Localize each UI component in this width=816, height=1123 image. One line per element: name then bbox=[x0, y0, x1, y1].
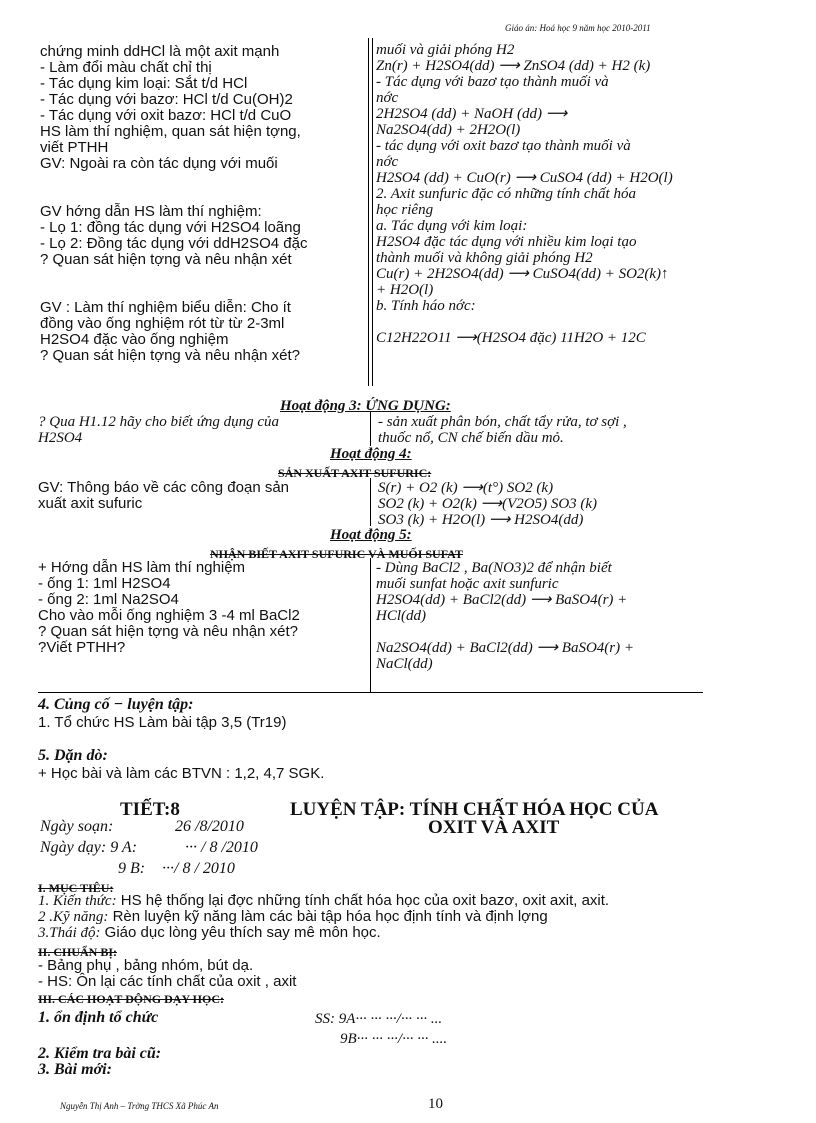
objective-item bbox=[38, 925, 609, 941]
act5-left-line: ?Viết PTHH? bbox=[38, 639, 126, 656]
act4-right-line: SO3 (k) + H2O(l) ⟶ H2SO4(dd) bbox=[378, 512, 584, 528]
act2-right-line: Zn(r) + H2SO4(dd) ⟶ ZnSO4 (dd) + H2 (k) bbox=[376, 58, 651, 74]
act4-heading: Hoạt động 4: bbox=[330, 446, 412, 462]
review-heading: 2. Kiểm tra bài cũ: bbox=[38, 1045, 162, 1062]
act2-left-line bbox=[40, 188, 365, 204]
act2-right-line: b. Tính háo nớc: bbox=[376, 298, 476, 314]
act2-right-line: học riêng bbox=[376, 202, 434, 218]
act5-left-line: + Hớng dẫn HS làm thí nghiệm bbox=[38, 559, 246, 576]
act2-right-line: C12H22O11 ⟶(H2SO4 đặc) 11H2O + 12C bbox=[376, 330, 646, 346]
act2-left-line: - Tác dụng với oxit bazơ: HCl t/d CuO bbox=[40, 107, 292, 124]
prep-item: - HS: Ôn lại các tính chất của oxit , axit bbox=[38, 973, 297, 990]
act5-right-line bbox=[376, 624, 634, 640]
ss-9b: 9B··· ··· ···/··· ··· .... bbox=[340, 1031, 448, 1047]
act5-left-line: ? Quan sát hiện tợng và nêu nhận xét? bbox=[38, 623, 299, 640]
act2-right-line: H2SO4 đặc tác dụng với nhiều kim loại tạo bbox=[376, 234, 637, 250]
objective-label: 3.Thái độ: bbox=[38, 925, 101, 941]
prep-item: - Bảng phụ , bảng nhóm, bút dạ. bbox=[38, 957, 254, 974]
act5-right-line: - Dùng BaCl2 , Ba(NO3)2 để nhận biết bbox=[376, 560, 612, 576]
footer-author: Nguyễn Thị Anh – Trờng THCS Xã Phúc An bbox=[60, 1101, 219, 1111]
act4-left-line: GV: Thông báo về các công đoạn sản bbox=[38, 479, 290, 496]
page-number: 10 bbox=[428, 1096, 443, 1112]
teach-date-9a: ··· / 8 /2010 bbox=[185, 839, 258, 856]
act3-heading: Hoạt động 3: ỨNG DỤNG: bbox=[280, 398, 451, 414]
objective-text: Rèn luyện kỹ năng làm các bài tập hóa học định tính và định lợng bbox=[108, 908, 548, 925]
act2-left-line bbox=[40, 284, 365, 300]
act5-right-line: Na2SO4(dd) + BaCl2(dd) ⟶ BaSO4(r) + bbox=[376, 640, 634, 656]
act2-left-line: - Làm đổi màu chất chỉ thị bbox=[40, 59, 212, 76]
act2-left-line: - Lọ 2: Đồng tác dụng với ddH2SO4 đặc bbox=[40, 235, 308, 252]
act5-right bbox=[376, 560, 634, 672]
teach-date-9b: ···/ 8 / 2010 bbox=[162, 860, 235, 877]
act2-left-line: H2SO4 đặc vào ống nghiệm bbox=[40, 331, 229, 348]
act5-right-line: NaCl(dd) bbox=[376, 656, 433, 672]
table-divider bbox=[368, 38, 369, 386]
objective-label: 2 .Kỹ năng: bbox=[38, 909, 109, 925]
act2-left-line: chứng minh ddHCl là một axit mạnh bbox=[40, 43, 280, 60]
act2-right-line: H2SO4 (dd) + CuO(r) ⟶ CuSO4 (dd) + H2O(l) bbox=[376, 170, 673, 186]
act2-right bbox=[376, 42, 716, 346]
act2-left bbox=[40, 44, 365, 364]
act2-right-line: - Tác dụng với bazơ tạo thành muối và bbox=[376, 74, 609, 90]
homework-heading: 5. Dặn dò: bbox=[38, 747, 108, 764]
ss-9a: SS: 9A··· ··· ···/··· ··· ... bbox=[315, 1011, 443, 1027]
act2-left-line bbox=[40, 268, 365, 284]
act2-left-line: - Tác dụng kim loại: Sắt t/d HCl bbox=[40, 75, 248, 92]
consolidate-heading: 4. Củng cố − luyện tập: bbox=[38, 696, 194, 713]
act3-left bbox=[38, 414, 279, 446]
act2-left-line: - Tác dụng với bazơ: HCl t/d Cu(OH)2 bbox=[40, 91, 293, 108]
act2-right-line: nớc bbox=[376, 90, 399, 106]
act2-left-line: ? Quan sát hiện tợng và nêu nhận xét? bbox=[40, 347, 301, 364]
lesson-number: TIẾT:8 bbox=[120, 799, 180, 820]
prep-list bbox=[38, 958, 296, 990]
prep-date-label: Ngày soạn: bbox=[40, 818, 114, 835]
act3-left-line: H2SO4 bbox=[38, 430, 83, 446]
lesson-title-2: OXIT VÀ AXIT bbox=[428, 817, 560, 838]
table-divider bbox=[372, 38, 373, 386]
activities-heading: III. CÁC HOẠT ĐỘNG DẠY HỌC: bbox=[38, 992, 225, 1006]
table-divider bbox=[370, 478, 371, 526]
table-bottom-rule bbox=[38, 692, 703, 693]
act2-left-line: GV: Ngoài ra còn tác dụng với muối bbox=[40, 155, 278, 172]
act2-right-line: nớc bbox=[376, 154, 399, 170]
act4-right-line: SO2 (k) + O2(k) ⟶(V2O5) SO3 (k) bbox=[378, 496, 598, 512]
table-divider bbox=[370, 558, 371, 692]
act4-subheading: SẢN XUẤT AXIT SUFURIC: bbox=[278, 466, 432, 480]
act2-right-line: a. Tác dụng với kim loại: bbox=[376, 218, 528, 234]
prep-date: 26 /8/2010 bbox=[175, 818, 244, 835]
objective-item bbox=[38, 893, 609, 909]
act3-left-line: ? Qua H1.12 hãy cho biết ứng dụng của bbox=[38, 414, 280, 430]
page-header: Giáo án: Hoá học 9 năm học 2010-2011 bbox=[505, 23, 651, 33]
objectives-list bbox=[38, 893, 609, 941]
act2-left-line: GV : Làm thí nghiệm biểu diễn: Cho ít bbox=[40, 299, 291, 316]
objective-label: 1. Kiến thức: bbox=[38, 893, 117, 909]
act2-right-line: Cu(r) + 2H2SO4(dd) ⟶ CuSO4(dd) + SO2(k)↑ bbox=[376, 266, 669, 282]
act5-left-line: - ống 1: 1ml H2SO4 bbox=[38, 575, 171, 592]
act2-right-line: + H2O(l) bbox=[376, 282, 434, 298]
act3-right bbox=[378, 414, 627, 446]
prep-heading: II. CHUẨN BỊ: bbox=[38, 945, 118, 959]
act2-left-line: GV hớng dẫn HS làm thí nghiệm: bbox=[40, 203, 262, 220]
org-heading: 1. ổn định tổ chức bbox=[38, 1009, 159, 1026]
act2-right-line: 2H2SO4 (dd) + NaOH (dd) ⟶ bbox=[376, 106, 568, 122]
objectives-heading: I. MỤC TIÊU: bbox=[38, 881, 114, 895]
act2-left-line: HS làm thí nghiệm, quan sát hiện tợng, bbox=[40, 123, 301, 140]
act2-right-line: thành muối và không giải phóng H2 bbox=[376, 250, 593, 266]
act2-left-line: ? Quan sát hiện tợng và nêu nhận xét bbox=[40, 251, 292, 268]
act4-right-line: S(r) + O2 (k) ⟶(t°) SO2 (k) bbox=[378, 480, 554, 496]
act3-right-line: thuốc nổ, CN chế biến dầu mỏ. bbox=[378, 430, 564, 446]
teach-date-label: Ngày dạy: 9 A: bbox=[40, 839, 138, 856]
class-9b: 9 B: bbox=[118, 860, 146, 877]
act5-left-line: - ống 2: 1ml Na2SO4 bbox=[38, 591, 179, 608]
act5-left-line: Cho vào mỗi ống nghiệm 3 -4 ml BaCl2 bbox=[38, 607, 300, 624]
act5-right-line: muối sunfat hoặc axit sunfuric bbox=[376, 576, 559, 592]
act2-left-line: - Lọ 1: đồng tác dụng với H2SO4 loãng bbox=[40, 219, 301, 236]
act4-right bbox=[378, 480, 597, 528]
act2-right-line: - tác dụng với oxit bazơ tạo thành muối và bbox=[376, 138, 631, 154]
act3-right-line: - sản xuất phân bón, chất tẩy rửa, tơ sợi , bbox=[378, 414, 627, 430]
act2-left-line: viết PTHH bbox=[40, 139, 109, 156]
objective-text: Giáo dục lòng yêu thích say mê môn học. bbox=[100, 924, 381, 941]
table-divider bbox=[370, 412, 371, 446]
act2-left-line: đồng vào ống nghiệm rót từ từ 2-3ml bbox=[40, 315, 285, 332]
consolidate-item: 1. Tổ chức HS Làm bài tập 3,5 (Tr19) bbox=[38, 714, 287, 731]
act2-right-line: Na2SO4(dd) + 2H2O(l) bbox=[376, 122, 521, 138]
act2-right-line: 2. Axit sunfuric đặc có những tính chất hóa bbox=[376, 186, 636, 202]
act2-left-line bbox=[40, 172, 365, 188]
objective-item bbox=[38, 909, 609, 925]
act2-right-line bbox=[376, 314, 716, 330]
new-lesson-heading: 3. Bài mới: bbox=[38, 1061, 112, 1078]
act5-subheading: NHẬN BIẾT AXIT SUFURIC VÀ MUỐI SUFAT bbox=[210, 547, 463, 561]
homework-item: + Học bài và làm các BTVN : 1,2, 4,7 SGK. bbox=[38, 765, 325, 782]
act5-right-line: H2SO4(dd) + BaCl2(dd) ⟶ BaSO4(r) + bbox=[376, 592, 628, 608]
lesson-title-1: LUYỆN TẬP: TÍNH CHẤT HÓA HỌC CỦA bbox=[290, 799, 659, 820]
objective-text: HS hệ thống lại đợc những tính chất hóa học của oxit bazơ, oxit axit, axit. bbox=[116, 892, 610, 909]
act5-right-line: HCl(dd) bbox=[376, 608, 426, 624]
act5-heading: Hoạt động 5: bbox=[330, 527, 412, 543]
act4-left-line: xuất axit sufuric bbox=[38, 495, 143, 512]
act2-right-line: muối và giải phóng H2 bbox=[376, 42, 515, 58]
act4-left bbox=[38, 480, 289, 512]
act5-left bbox=[38, 560, 300, 656]
